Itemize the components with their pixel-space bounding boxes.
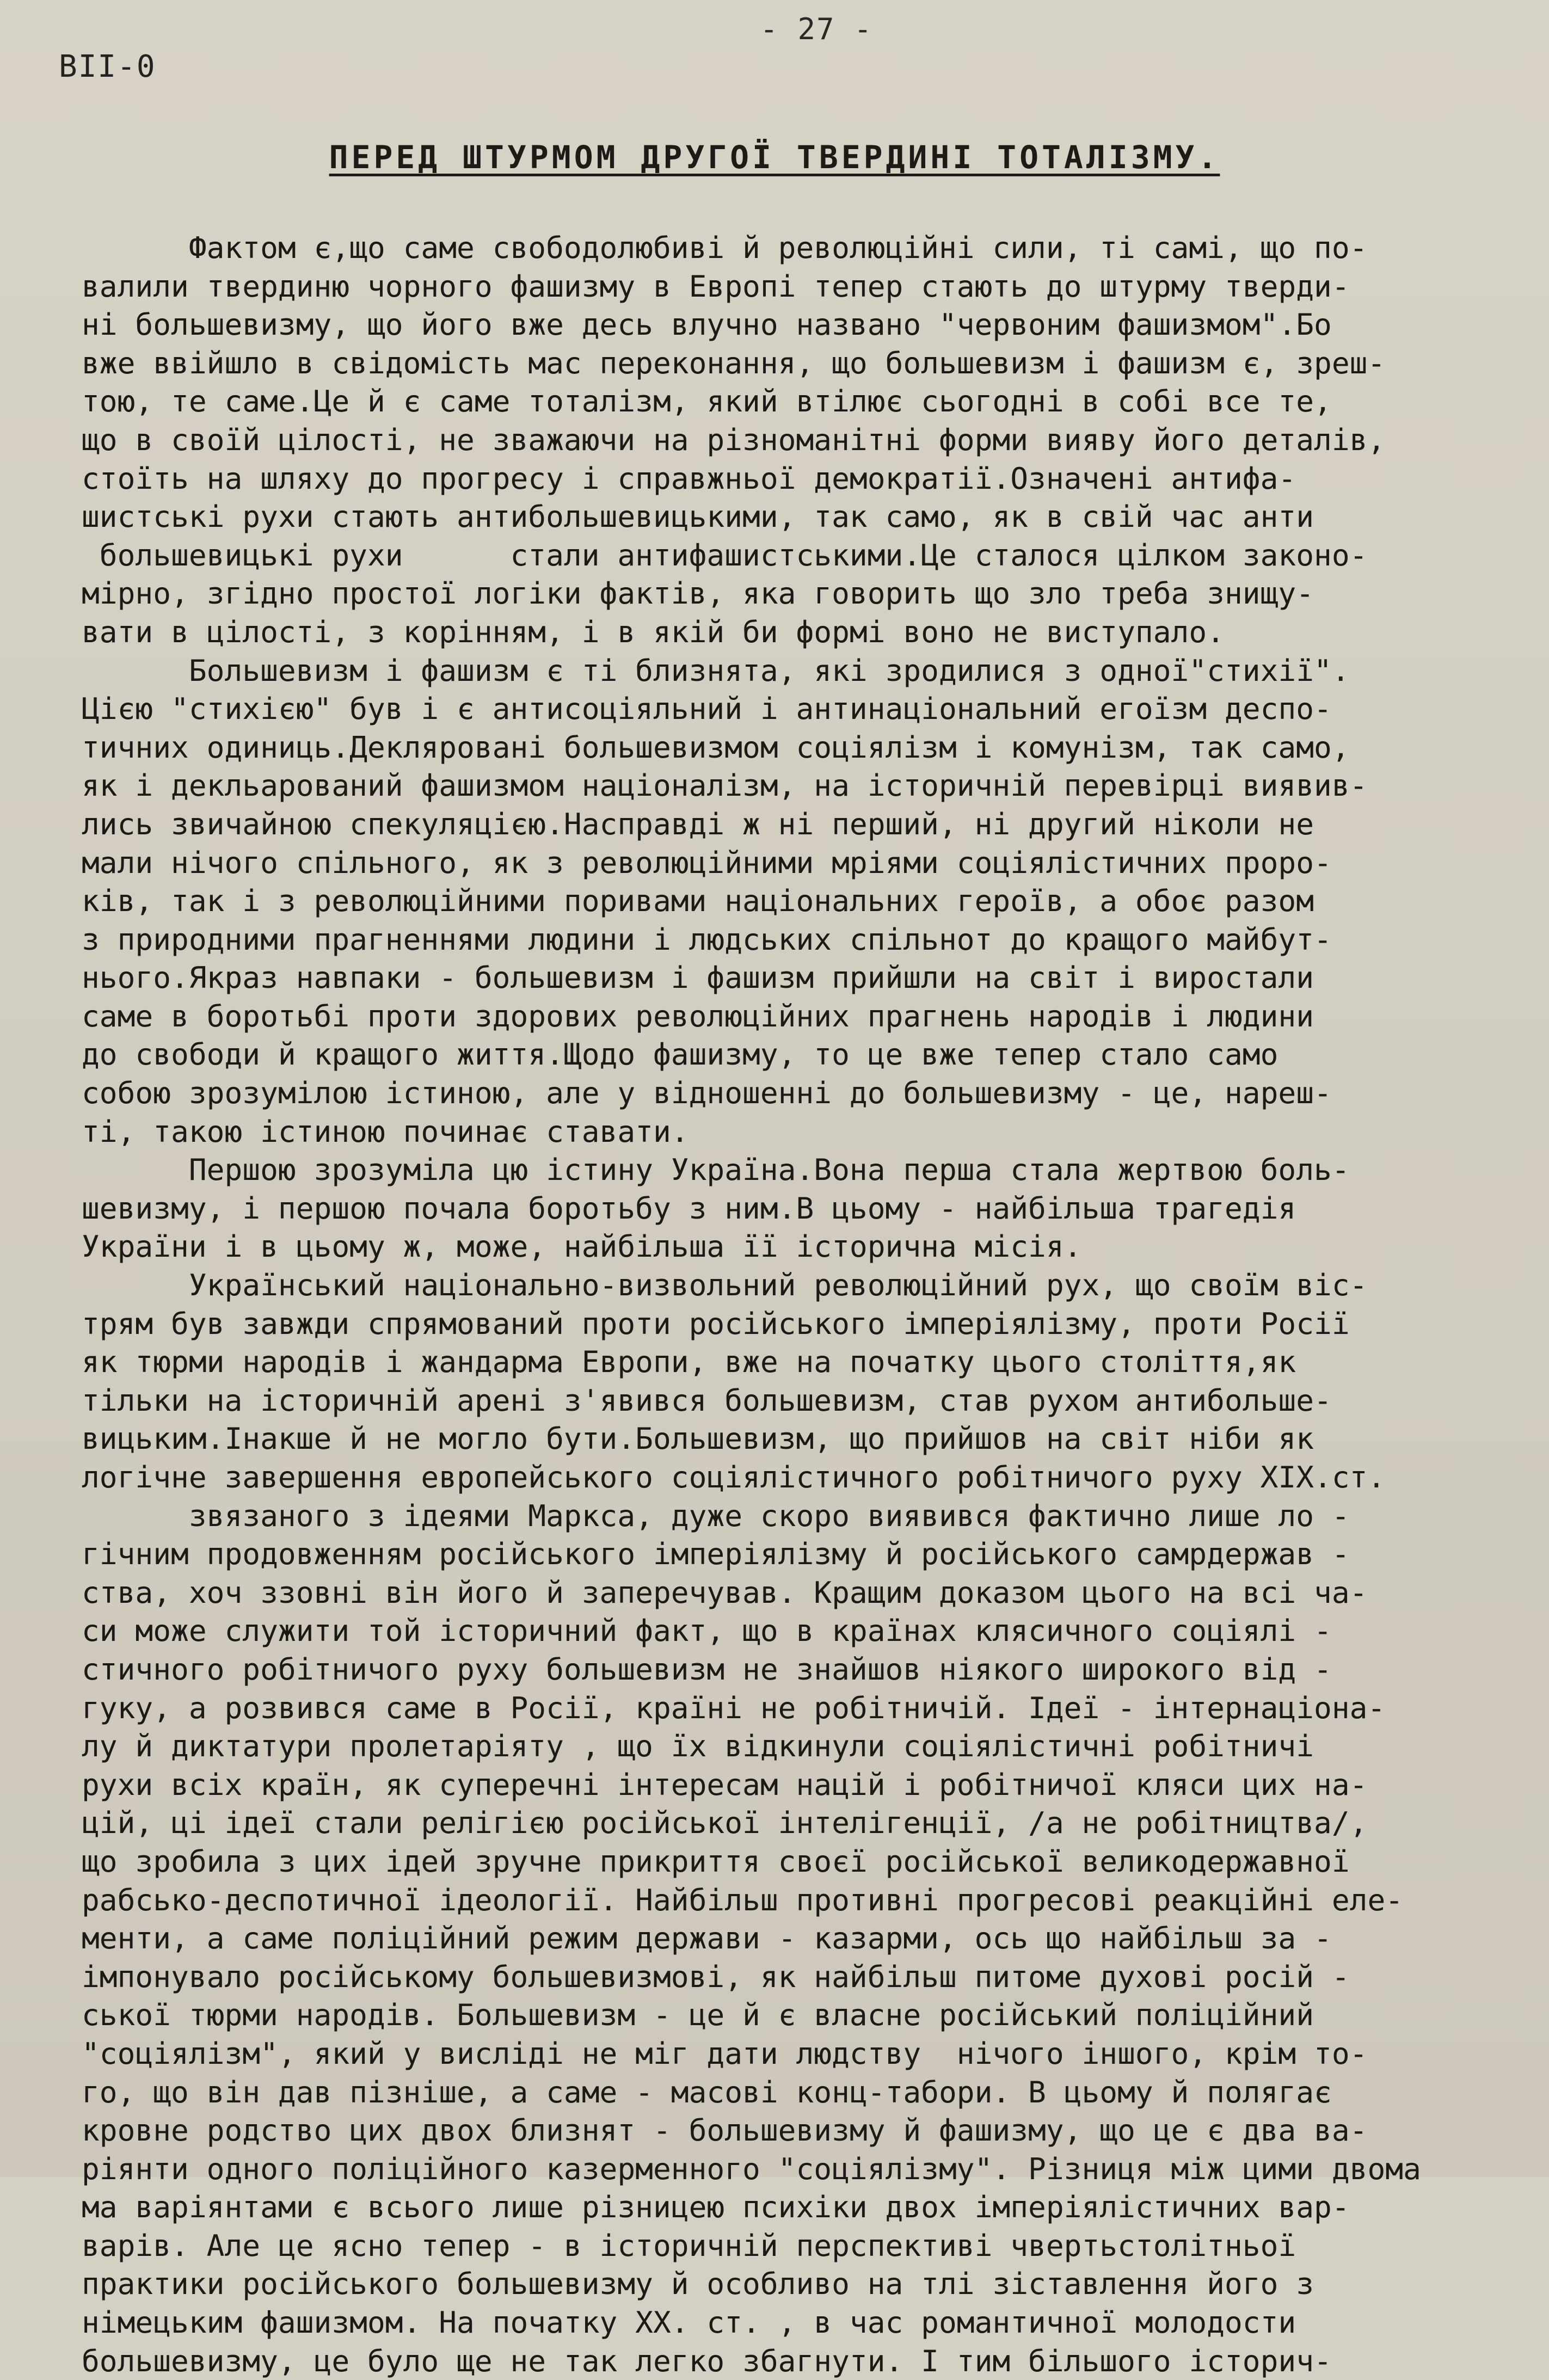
- text-line: ків, так і з революційними поривами національних героїв, а обоє разом: [82, 883, 1314, 919]
- text-line: ства, хоч ззовні він його й заперечував. Кращим доказом цього на всі ча-: [82, 1575, 1368, 1610]
- text-line: вицьким.Інакше й не могло бути.Большевизм, що прийшов на світ ніби як: [82, 1421, 1314, 1456]
- text-line: саме в боротьбі проти здорових революційних прагнень народів і людини: [82, 998, 1314, 1034]
- text-line: вати в цілості, з корінням, і в якій би формі воно не виступало.: [82, 614, 1225, 649]
- text-line: Большевизм і фашизм є ті близнята, які зродилися з одної"стихії".: [82, 653, 1350, 688]
- text-line: цій, ці ідеї стали релігією російської інтелігенції, /а не робітництва/,: [82, 1805, 1368, 1841]
- text-line: як і декльарований фашизмом націоналізм, на історичній перевірці виявив-: [82, 768, 1368, 803]
- text-line: ні большевизму, що його вже десь влучно названо "червоним фашизмом".Бо: [82, 307, 1332, 342]
- text-line: гуку, а розвився саме в Росії, країні не робітничій. Ідеї - інтернаціона-: [82, 1690, 1386, 1725]
- page-number: - 27 -: [760, 12, 873, 46]
- text-line: тільки на історичній арені з'явився большевизм, став рухом антибольше-: [82, 1382, 1332, 1418]
- text-line: большевизму, це було ще не так легко збагнути. І тим більшого історич-: [82, 2343, 1332, 2378]
- text-line: тичних одиниць.Декляровані большевизмом соціялізм і комунізм, так само,: [82, 729, 1350, 765]
- text-line: рухи всіх країн, як суперечні інтересам націй і робітничої кляси цих на-: [82, 1767, 1368, 1802]
- document-code: ВІІ-0: [59, 49, 156, 84]
- document-title: ПЕРЕД ШТУРМОМ ДРУГОЇ ТВЕРДИНІ ТОТАЛІЗМУ.: [329, 139, 1220, 176]
- text-line: звязаного з ідеями Маркса, дуже скоро виявився фактично лише ло -: [82, 1498, 1350, 1533]
- text-line: Український національно-визвольний революційний рух, що своїм віс-: [82, 1268, 1368, 1303]
- text-line: до свободи й кращого життя.Щодо фашизму, то це вже тепер стало само: [82, 1037, 1278, 1072]
- text-line: логічне завершення европейського соціялістичного робітничого руху XIX.ст.: [82, 1460, 1386, 1495]
- text-line: гічним продовженням російського імперіялізму й російського самрдержав -: [82, 1536, 1350, 1572]
- text-line: ської тюрми народів. Большевизм - це й є власне російський поліційний: [82, 1997, 1314, 2033]
- text-line: стоїть на шляху до прогресу і справжньої демократії.Означені антифа-: [82, 460, 1296, 496]
- text-line: практики російського большевизму й особливо на тлі зіставлення його з: [82, 2266, 1314, 2302]
- text-line: собою зрозумілою істиною, але у відношенні до большевизму - це, нареш-: [82, 1075, 1332, 1111]
- body-text: [82, 229, 1519, 2380]
- text-line: стичного робітничого руху большевизм не знайшов ніякого широкого від -: [82, 1651, 1332, 1687]
- text-line: шистські рухи стають антибольшевицькими, так само, як в свій час анти: [82, 499, 1314, 534]
- text-line: імпонувало російському большевизмові, як найбільш питоме духові росій -: [82, 1959, 1350, 1994]
- text-line: нього.Якраз навпаки - большевизм і фашизм прийшли на світ і виростали: [82, 960, 1314, 995]
- text-line: мали нічого спільного, як з революційними мріями соціялістичних проро-: [82, 845, 1332, 880]
- text-line: Цією "стихією" був і є антисоціяльний і антинаціональний егоїзм деспо-: [82, 691, 1332, 727]
- text-line: з природними прагненнями людини і людських спільнот до кращого майбут-: [82, 921, 1332, 957]
- text-line: як тюрми народів і жандарма Европи, вже на початку цього століття,як: [82, 1344, 1296, 1380]
- text-line: України і в цьому ж, може, найбільша її історична місія.: [82, 1229, 1082, 1264]
- text-line: лу й диктатури пролетаріяту , що їх відкинули соціялістичні робітничі: [82, 1729, 1314, 1764]
- text-line: німецьким фашизмом. На початку XX. ст. , в час романтичної молодости: [82, 2305, 1296, 2340]
- text-line: ма варіянтами є всього лише різницею психіки двох імперіялістичних вар-: [82, 2190, 1350, 2225]
- text-line: го, що він дав пізніше, а саме - масові конц-табори. В цьому й полягає: [82, 2074, 1332, 2110]
- text-line: трям був завжди спрямований проти російського імперіялізму, проти Росії: [82, 1306, 1350, 1341]
- text-line: що в своїй цілості, не зважаючи на різноманітні форми вияву його деталів,: [82, 422, 1386, 457]
- text-line: тою, те саме.Це й є саме тоталізм, який втілює сьогодні в собі все те,: [82, 384, 1332, 419]
- text-line: Фактом є,що саме свободолюбиві й революційні сили, ті самі, що по-: [82, 230, 1368, 265]
- text-line: менти, а саме поліційний режим держави - казарми, ось що найбільш за -: [82, 1921, 1332, 1956]
- text-line: варів. Але це ясно тепер - в історичній перспективі чвертьстолітньої: [82, 2228, 1296, 2263]
- text-line: шевизму, і першою почала боротьбу з ним.В цьому - найбільша трагедія: [82, 1190, 1296, 1226]
- text-line: си може служити той історичний факт, що в країнах клясичного соціялі -: [82, 1613, 1332, 1649]
- text-line: лись звичайною спекуляцією.Насправді ж ні перший, ні другий ніколи не: [82, 806, 1314, 841]
- text-line: "соціялізм", який у висліді не міг дати людству нічого іншого, крім то-: [82, 2035, 1368, 2071]
- text-line: большевицькі рухи стали антифашистськими.Це сталося цілком законо-: [82, 537, 1368, 573]
- text-line: ріянти одного поліційного казерменного "соціялізму". Різниця між цими двома: [82, 2151, 1421, 2186]
- text-line: вже ввійшло в свідомість мас переконання, що большевизм і фашизм є, зреш-: [82, 345, 1386, 380]
- text-line: ті, такою істиною починає ставати.: [82, 1114, 689, 1149]
- text-line: Першою зрозуміла цю істину Україна.Вона перша стала жертвою боль-: [82, 1152, 1350, 1188]
- text-line: що зробила з цих ідей зручне прикриття своєї російської великодержавної: [82, 1843, 1350, 1879]
- text-line: кровне родство цих двох близнят - большевизму й фашизму, що це є два ва-: [82, 2113, 1368, 2148]
- text-line: мірно, згідно простої логіки фактів, яка говорить що зло треба знищу-: [82, 576, 1314, 611]
- text-line: рабсько-деспотичної ідеології. Найбільш противні прогресові реакційні еле-: [82, 1882, 1404, 1917]
- text-line: валили твердиню чорного фашизму в Европі тепер стають до штурму тверди-: [82, 268, 1350, 304]
